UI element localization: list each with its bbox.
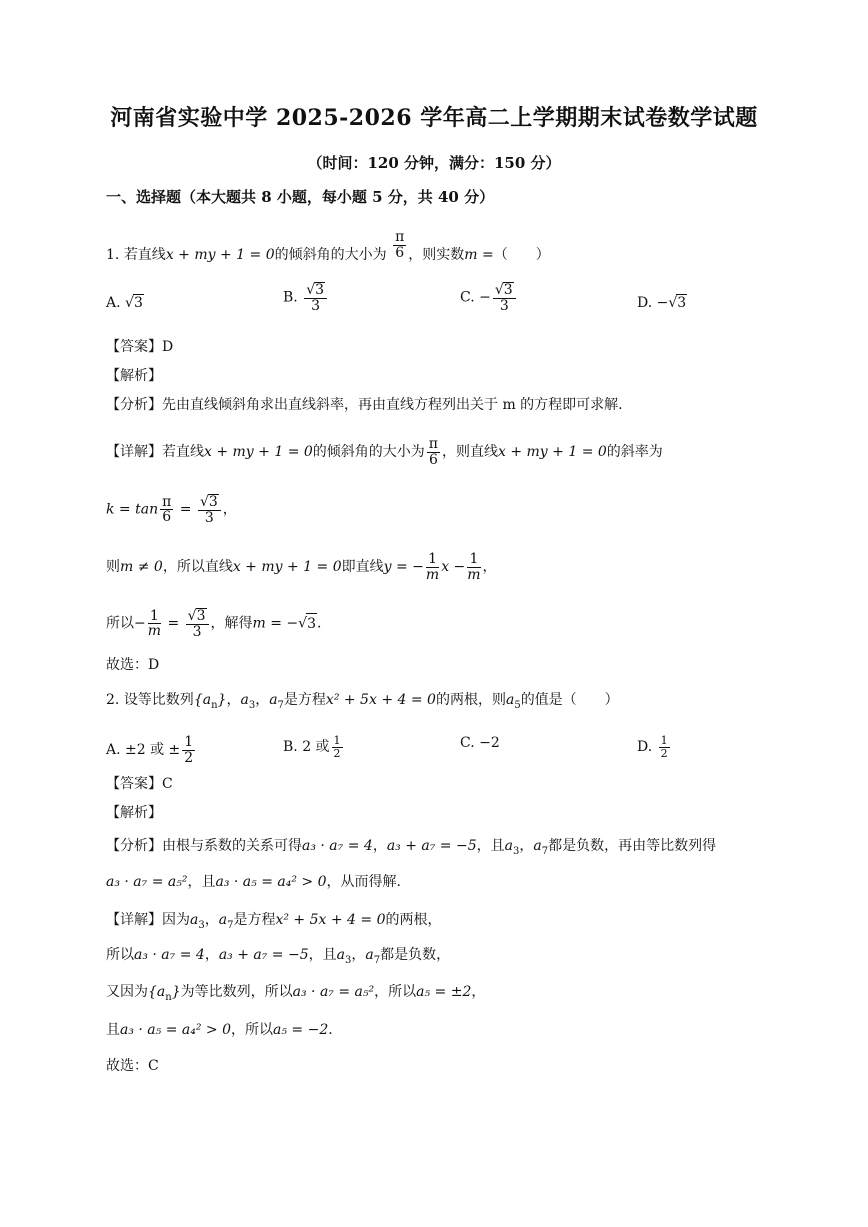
analysis-heading: 【解析】 xyxy=(106,368,162,384)
option-a: A. √3 xyxy=(106,295,143,311)
option-d: D. $\frac{1}{2}$ xyxy=(637,734,668,760)
analysis-summary: 【分析】由根与系数的关系可得a₃ · a₇ = 4，a₃ + a₇ = −5，且$a_3$，$a_7$都是负数，再由等比数列得 xyxy=(106,838,717,857)
answer-label: 【答案】D xyxy=(106,339,174,355)
page-title: 河南省实验中学 2025-2026 学年高二上学期期末试卷数学试题 xyxy=(110,105,758,131)
option-b: B. $\frac{√3}{3}$ xyxy=(283,282,329,313)
choice-result: 故选：D xyxy=(106,657,160,673)
question-2: 2. 设等比数列$\{a_n\}$，$a_3$，$a_7$是方程x² + 5x + 4 = 0的两根，则$a_5$的值是（ ） xyxy=(106,692,619,711)
detailed-solution-line: 【详解】因为$a_3$，$a_7$是方程x² + 5x + 4 = 0的两根， xyxy=(106,912,442,931)
option-c: C. − $\frac{√3}{3}$ xyxy=(460,282,518,313)
analysis-summary: 【分析】先由直线倾斜角求出直线斜率，再由直线方程列出关于 m 的方程即可求解. xyxy=(106,397,623,413)
exam-subtitle: （时间：120 分钟，满分：150 分） xyxy=(307,154,561,172)
solution-step: 且a₃ · a₅ = a₄² > 0，所以a₅ = −2. xyxy=(106,1022,333,1038)
line-equation: x + my + 1 = 0 xyxy=(165,247,275,264)
choice-result: 故选：C xyxy=(106,1058,159,1074)
option-b: B. 2 或 $\frac{1}{2}$ xyxy=(283,734,341,760)
option-a: A. ±2 或 ± $\frac{1}{2}$ xyxy=(106,734,194,766)
detailed-solution-line: 【详解】若直线x + my + 1 = 0的倾斜角的大小为 $\frac{\pi}{6}$ ，则直线x + my + 1 = 0的斜率为 xyxy=(106,436,663,468)
angle-fraction: $\frac{\pi}{6}$ xyxy=(395,229,405,261)
solution-step: 所以a₃ · a₇ = 4，a₃ + a₇ = −5，且$a_3$，$a_7$都是负数， xyxy=(106,947,451,966)
result-line: 所以− $\frac{1}{m}$ = $\frac{√3}{3}$ ，解得m = −√3. xyxy=(106,607,322,640)
option-d: D. −√3 xyxy=(637,295,687,311)
question-text: 若直线 xyxy=(123,247,166,264)
solution-step: 又因为$\{a_n\}$为等比数列，所以a₃ · a₇ = a₅²，所以a₅ = ±2， xyxy=(106,984,486,1003)
option-c: C. −2 xyxy=(460,735,500,751)
answer-parentheses: （ ） xyxy=(493,247,550,264)
section-heading: 一、选择题（本大题共 8 小题，每小题 5 分，共 40 分） xyxy=(106,188,495,206)
derivation-line: 则m ≠ 0，所以直线x + my + 1 = 0即直线y = − $\frac{1}{m}$ x − $\frac{1}{m}$ ， xyxy=(106,551,497,583)
analysis-heading: 【解析】 xyxy=(106,805,162,821)
question-text: 的倾斜角的大小为 xyxy=(274,247,387,264)
analysis-summary-cont: a₃ · a₇ = a₅²，且a₃ · a₅ = a₄² > 0，从而得解. xyxy=(106,874,401,890)
answer-label: 【答案】C xyxy=(106,776,173,792)
variable-m: m = xyxy=(464,247,494,264)
slope-equation: k = tan $\frac{\pi}{6}$ = $\frac{√3}{3}$ ， xyxy=(106,493,237,526)
question-text: ，则实数 xyxy=(408,247,465,264)
question-1 xyxy=(106,229,550,270)
question-number: 1. xyxy=(106,247,120,264)
